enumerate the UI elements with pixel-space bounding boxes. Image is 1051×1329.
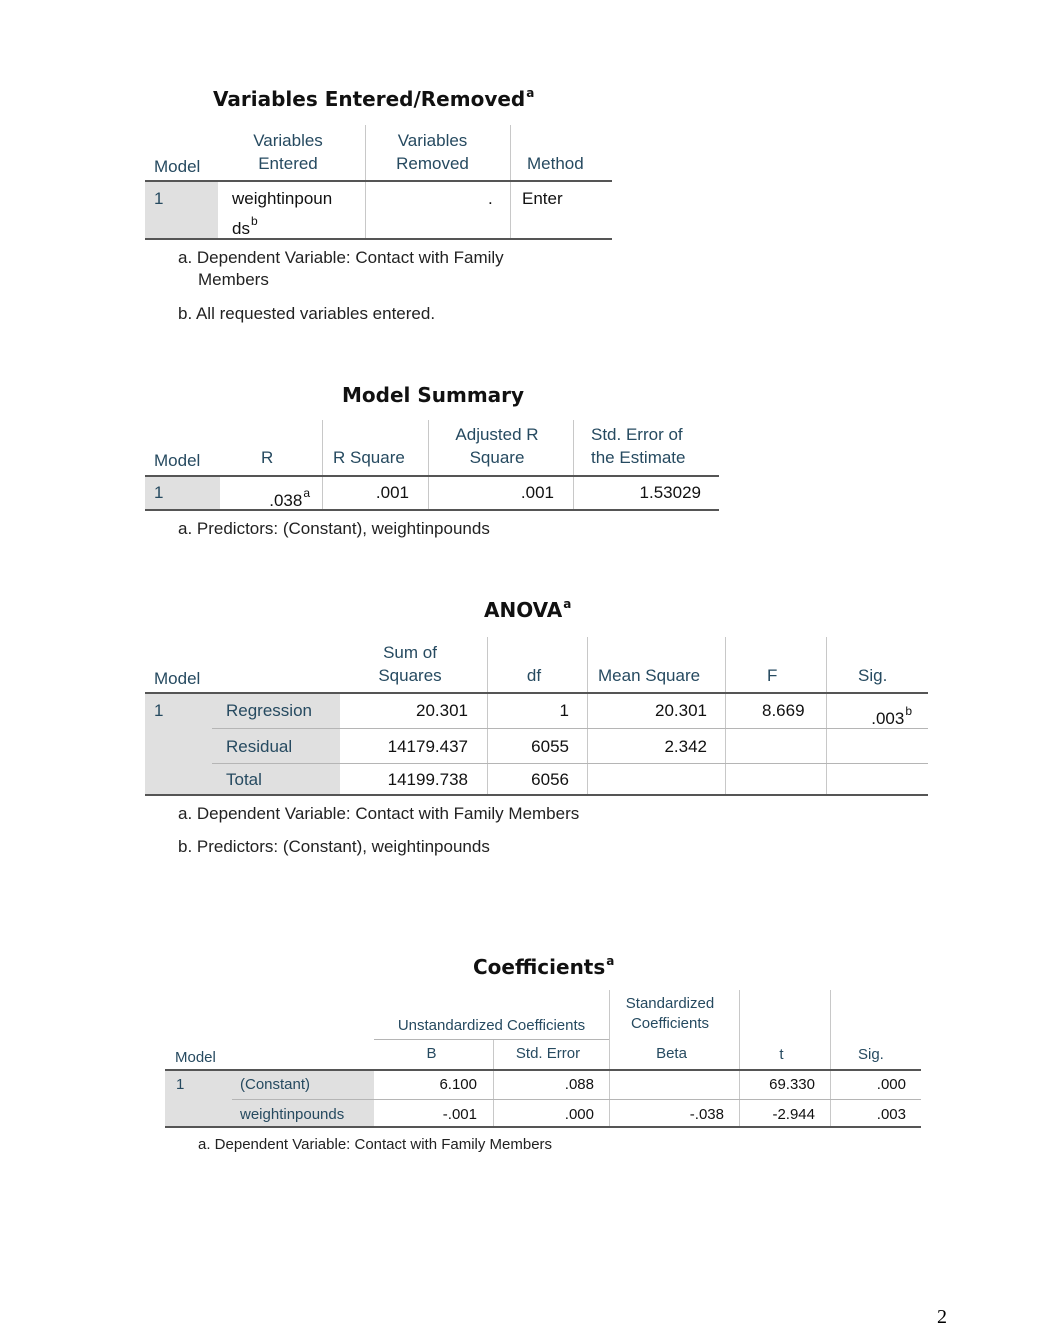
constant-std-error: .088 xyxy=(564,1076,594,1093)
footnote-a: a. Dependent Variable: Contact with Family Members xyxy=(198,1136,553,1153)
row-adjusted-r-square: .001 xyxy=(520,483,554,502)
row-std-error: 1.53029 xyxy=(639,483,701,502)
row-variables-removed: . xyxy=(488,189,493,208)
header-sig: Sig. xyxy=(858,1046,884,1063)
residual-ms: 2.342 xyxy=(664,737,707,756)
header-df: df xyxy=(526,666,542,685)
row-label-constant: (Constant) xyxy=(240,1076,311,1093)
header-standardized: Standardized Coefficients xyxy=(625,995,715,1032)
header-model: Model xyxy=(154,451,201,470)
header-r: R xyxy=(261,448,274,467)
header-model: Model xyxy=(154,157,201,176)
residual-df: 6055 xyxy=(531,737,569,756)
model-summary-title: Model Summary xyxy=(342,383,525,407)
constant-sig: .000 xyxy=(876,1076,906,1093)
total-df: 6056 xyxy=(531,770,569,789)
constant-t: 69.330 xyxy=(769,1076,815,1093)
row-method: Enter xyxy=(522,189,563,208)
row-model: 1 xyxy=(154,483,164,502)
header-sig: Sig. xyxy=(858,666,888,685)
header-f: F xyxy=(767,666,778,685)
header-model: Model xyxy=(154,669,201,688)
regression-f: 8.669 xyxy=(762,701,805,720)
header-r-square: R Square xyxy=(333,448,405,467)
residual-ss: 14179.437 xyxy=(387,737,468,756)
footnote-a: a. Dependent Variable: Contact with Family Members xyxy=(178,804,580,823)
row-model: 1 xyxy=(154,189,164,208)
header-sum-of-squares: Sum of Squares xyxy=(378,643,442,685)
row-r-square: .001 xyxy=(375,483,409,502)
header-t: t xyxy=(779,1046,784,1063)
model-number: 1 xyxy=(176,1076,185,1093)
variables-entered-removed-title: Variables Entered/Removed$^a$ xyxy=(213,86,535,111)
row-label-regression: Regression xyxy=(226,701,312,720)
regression-sig: .003$^b$ xyxy=(871,704,912,728)
weight-t: -2.944 xyxy=(772,1106,815,1123)
header-model: Model xyxy=(175,1049,216,1066)
row-label-residual: Residual xyxy=(226,737,293,756)
page-number: 2 xyxy=(937,1306,947,1328)
header-variables-entered: Variables Entered xyxy=(253,131,323,173)
anova-title: ANOVA$^a$ xyxy=(484,597,572,622)
header-variables-removed: Variables Removed xyxy=(396,131,469,173)
header-b: B xyxy=(426,1045,437,1062)
header-mean-square: Mean Square xyxy=(598,666,701,685)
total-ss: 14199.738 xyxy=(387,770,468,789)
weight-beta: -.038 xyxy=(689,1106,724,1123)
footnote-b: b. Predictors: (Constant), weightinpounds xyxy=(178,837,490,856)
row-label-weightinpounds: weightinpounds xyxy=(240,1106,345,1123)
footnote-a: a. Predictors: (Constant), weightinpounds xyxy=(178,519,490,538)
header-beta: Beta xyxy=(656,1045,687,1062)
header-std-error: Std. Error of the Estimate xyxy=(591,425,686,467)
header-std-error: Std. Error xyxy=(515,1045,581,1062)
footnote-a: a. Dependent Variable: Contact with Family Members xyxy=(178,248,504,289)
constant-b: 6.100 xyxy=(439,1076,477,1093)
row-label-total: Total xyxy=(226,770,262,789)
header-adjusted-r-square: Adjusted R Square xyxy=(455,425,539,467)
weight-std-error: .000 xyxy=(564,1106,594,1123)
row-r: .038$^a$ xyxy=(269,486,310,510)
weight-b: -.001 xyxy=(442,1106,477,1123)
weight-sig: .003 xyxy=(876,1106,906,1123)
header-method: Method xyxy=(527,154,584,173)
row-variables-entered: weightinpoun $ds^b$ xyxy=(232,189,333,238)
regression-ms: 20.301 xyxy=(655,701,707,720)
footnote-b: b. All requested variables entered. xyxy=(178,304,436,323)
coefficients-title: Coefficients$^a$ xyxy=(473,954,615,979)
model-number: 1 xyxy=(154,701,164,720)
regression-ss: 20.301 xyxy=(416,701,468,720)
regression-df: 1 xyxy=(559,701,569,720)
header-unstandardized: Unstandardized Coefficients xyxy=(397,1017,586,1034)
